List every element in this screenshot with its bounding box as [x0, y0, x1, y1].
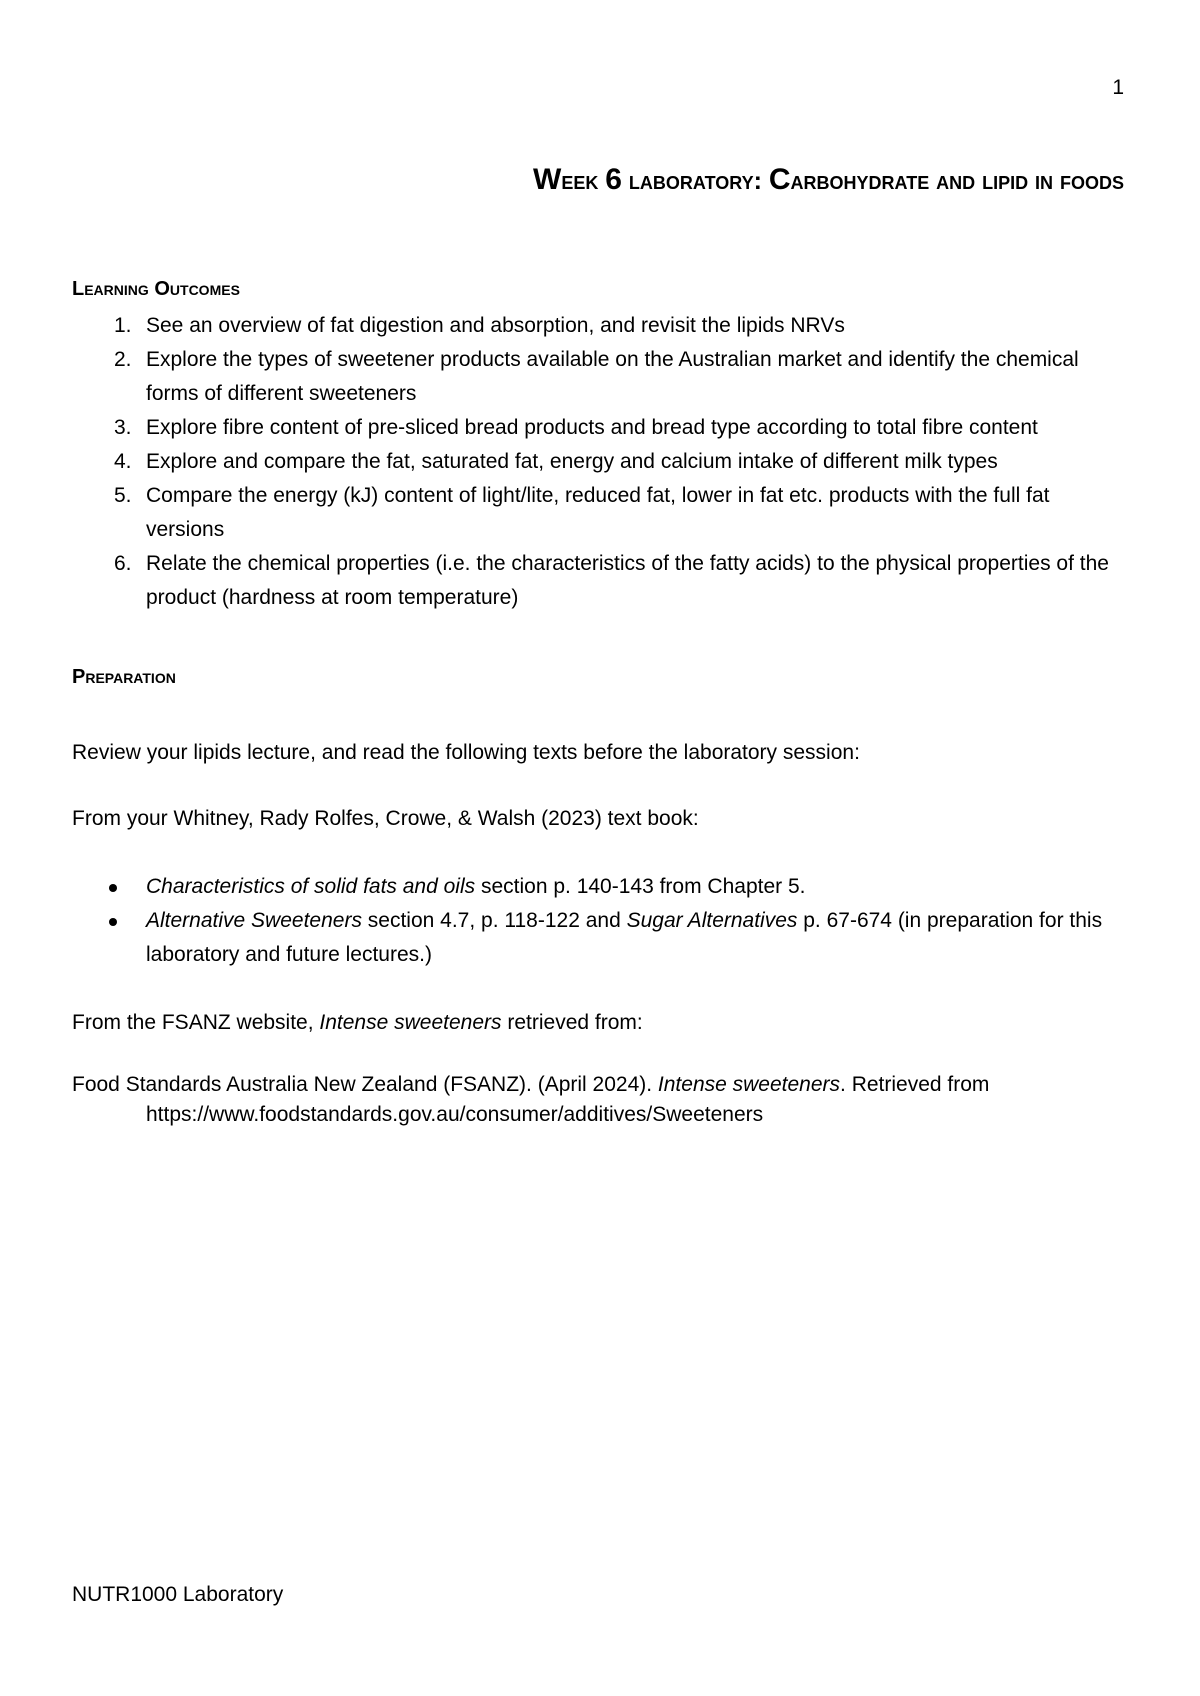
list-item — [72, 343, 1132, 411]
page-footer: NUTR1000 Laboratory — [72, 1583, 284, 1606]
list-item-text: Explore fibre content of pre-sliced bread products and bread type according to total fibre content — [146, 416, 1038, 439]
learning-outcomes-heading — [72, 274, 240, 304]
list-item-text: Explore the types of sweetener products available on the Australian market and identify the chemical forms of different sweeteners — [146, 348, 1079, 405]
title-part: C — [768, 163, 791, 196]
list-number: 1. — [114, 314, 132, 337]
list-item-text: Compare the energy (kJ) content of light/lite, reduced fat, lower in fat etc. products with the full fat versions — [146, 484, 1050, 541]
document-title — [533, 160, 1124, 201]
page-number: 1 — [1112, 76, 1124, 99]
list-item-text: Explore and compare the fat, saturated fat, energy and calcium intake of different milk types — [146, 450, 998, 473]
textbook-paragraph: From your Whitney, Rady Rolfes, Crowe, & Walsh (2023) text book: — [72, 807, 699, 830]
learning-outcomes-list — [72, 309, 1132, 615]
fsanz-text: retrieved from: — [501, 1011, 643, 1034]
list-item — [72, 309, 1132, 343]
heading-part: earning — [84, 278, 155, 300]
title-part: eek — [561, 167, 606, 195]
heading-part: O — [154, 278, 170, 300]
readings-list — [72, 870, 1132, 972]
reading-title: Sugar Alternatives — [626, 909, 798, 932]
list-item — [72, 479, 1132, 547]
list-item-text: Relate the chemical properties (i.e. the characteristics of the fatty acids) to the physical properties of the product (hardness at room temperature) — [146, 552, 1109, 609]
heading-part: reparation — [85, 666, 176, 688]
reference-title: Intense sweeteners — [657, 1073, 841, 1096]
reading-detail: p. 67-674 (in preparation for this laboratory and future lectures.) — [146, 909, 1103, 966]
list-item — [72, 904, 1132, 972]
title-part: arbohydrate and lipid in foods — [790, 167, 1124, 195]
preparation-heading — [72, 662, 176, 692]
list-number: 4. — [114, 450, 132, 473]
list-number: 6. — [114, 552, 132, 575]
reading-title: Alternative Sweeteners — [146, 909, 362, 932]
fsanz-paragraph — [72, 1006, 1132, 1040]
fsanz-title: Intense sweeteners — [319, 1011, 502, 1034]
fsanz-text: From the FSANZ website, — [72, 1011, 320, 1034]
reading-title: Characteristics of solid fats and oils — [146, 875, 476, 898]
list-number: 3. — [114, 416, 132, 439]
list-item — [72, 870, 1132, 904]
list-item — [72, 445, 1132, 479]
list-number: 2. — [114, 348, 132, 371]
bullet-icon — [109, 884, 117, 892]
bullet-icon — [109, 918, 117, 926]
list-item — [72, 547, 1132, 615]
list-number: 5. — [114, 484, 132, 507]
reference-text: Food Standards Australia New Zealand (FSANZ). (April 2024). — [72, 1073, 658, 1096]
title-part: laboratory: — [621, 167, 769, 195]
title-part: 6 — [605, 163, 622, 196]
heading-part: utcomes — [169, 278, 240, 300]
reading-detail: section 4.7, p. 118-122 and — [361, 909, 627, 932]
list-item — [72, 411, 1132, 445]
title-part: W — [533, 163, 562, 196]
reading-detail: section p. 140-143 from Chapter 5. — [475, 875, 806, 898]
reference-text: . Retrieved from https://www.foodstandards.gov.au/consumer/additives/Sweeteners — [146, 1073, 990, 1126]
list-item-text: See an overview of fat digestion and absorption, and revisit the lipids NRVs — [146, 314, 845, 337]
review-paragraph: Review your lipids lecture, and read the following texts before the laboratory session: — [72, 741, 860, 764]
heading-part: P — [72, 666, 86, 688]
reference-entry — [72, 1070, 1200, 1130]
heading-part: L — [72, 278, 85, 300]
